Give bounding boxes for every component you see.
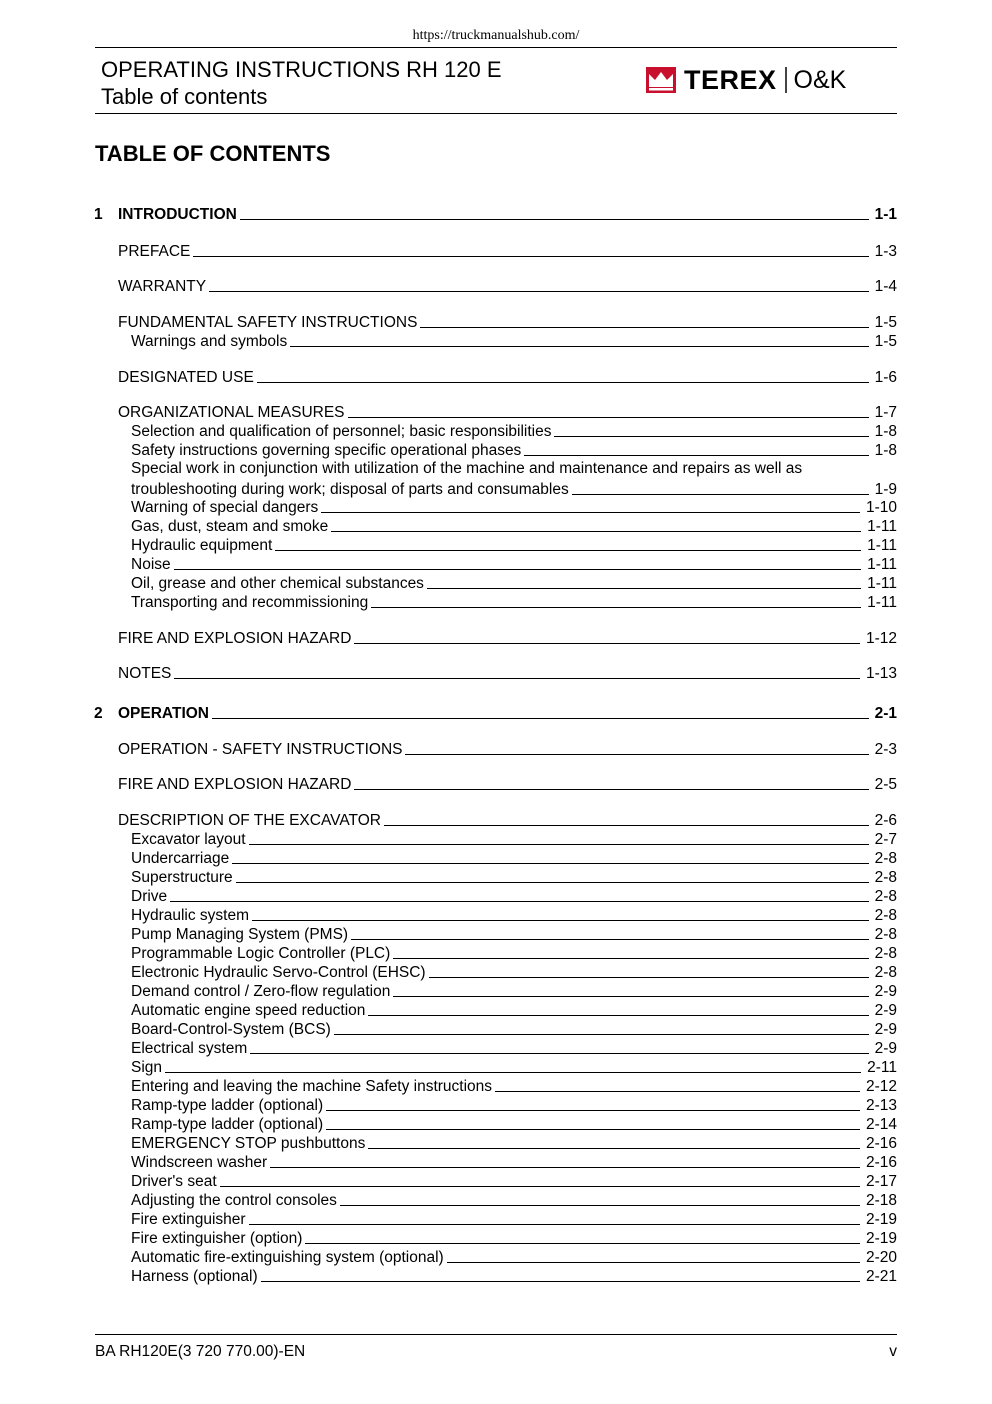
toc-page-number: 1-6: [874, 369, 897, 386]
toc-leader-line: [354, 643, 860, 644]
toc-entry-row[interactable]: [131, 332, 897, 351]
toc-leader-line: [429, 977, 869, 978]
toc-page-number: 2-12: [865, 1078, 897, 1095]
toc-page-number: 2-13: [865, 1097, 897, 1114]
toc-entry-title: Transporting and recommissioning: [131, 594, 369, 611]
toc-page-number: 1-7: [874, 404, 897, 421]
toc-entry-row[interactable]: [131, 480, 897, 499]
toc-leader-line: [326, 1110, 860, 1111]
toc-leader-line: [420, 327, 868, 328]
toc-leader-line: [174, 678, 860, 679]
toc-page-number: 1-12: [865, 630, 897, 647]
logo-sub-text: O&K: [793, 66, 847, 94]
toc-leader-line: [405, 754, 868, 755]
toc-leader-line: [209, 291, 868, 292]
toc-entry-row[interactable]: [118, 277, 897, 296]
toc-page-number: 2-18: [865, 1192, 897, 1209]
toc-entry-title: Pump Managing System (PMS): [131, 926, 349, 943]
toc-entry-row[interactable]: [131, 1039, 897, 1058]
toc-entry-title: Harness (optional): [131, 1268, 258, 1285]
header-title: [101, 56, 502, 110]
toc-leader-line: [174, 569, 861, 570]
toc-entry-title: OPERATION - SAFETY INSTRUCTIONS: [118, 741, 403, 758]
toc-entry-row[interactable]: [131, 868, 897, 887]
toc-leader-line: [212, 718, 869, 719]
toc-entry-row[interactable]: [131, 1020, 897, 1039]
toc-entry-row[interactable]: [131, 830, 897, 849]
toc-page-number: 2-19: [865, 1211, 897, 1228]
toc-entry-row[interactable]: [131, 441, 897, 460]
toc-leader-line: [250, 1053, 868, 1054]
toc-entry-title: Driver's seat: [131, 1173, 217, 1190]
toc-page-number: 2-9: [874, 1021, 897, 1038]
toc-entry-row[interactable]: [118, 664, 897, 683]
toc-page-number: 1-5: [874, 314, 897, 331]
toc-page-number: 2-8: [874, 907, 897, 924]
toc-entry-title: Hydraulic equipment: [131, 537, 273, 554]
toc-page-number: 1-1: [874, 206, 897, 223]
toc-leader-line: [447, 1262, 860, 1263]
toc-leader-line: [232, 863, 868, 864]
toc-entry-row[interactable]: [118, 403, 897, 422]
toc-page-number: 1-8: [874, 442, 897, 459]
toc-entry-title: Electronic Hydraulic Servo-Control (EHSC): [131, 964, 426, 981]
toc-page-number: 2-17: [865, 1173, 897, 1190]
toc-leader-line: [354, 789, 868, 790]
toc-page-number: 1-10: [865, 499, 897, 516]
toc-entry-title: Automatic fire-extinguishing system (optional): [131, 1249, 444, 1266]
toc-entry-row[interactable]: [118, 242, 897, 261]
toc-chapter-number: 2: [94, 705, 103, 722]
toc-page-number: 2-19: [865, 1230, 897, 1247]
toc-page-number: 2-8: [874, 888, 897, 905]
toc-page-number: 1-11: [867, 556, 897, 573]
toc-leader-line: [572, 494, 869, 495]
toc-entry-title: Programmable Logic Controller (PLC): [131, 945, 391, 962]
toc-chapter-number: 1: [94, 206, 103, 223]
header-title-line2: Table of contents: [101, 84, 268, 109]
toc-heading: TABLE OF CONTENTS: [95, 141, 331, 166]
toc-entry-row[interactable]: [131, 1229, 897, 1248]
toc-entry-title: Oil, grease and other chemical substances: [131, 575, 424, 592]
toc-entry-title: DESCRIPTION OF THE EXCAVATOR: [118, 812, 381, 829]
toc-entry-title: Adjusting the control consoles: [131, 1192, 337, 1209]
toc-entry-row[interactable]: [131, 1172, 897, 1191]
toc-entry-title: Warnings and symbols: [131, 333, 288, 350]
toc-page-number: 2-8: [874, 869, 897, 886]
toc-leader-line: [193, 256, 868, 257]
toc-entry-title: FIRE AND EXPLOSION HAZARD: [118, 776, 352, 793]
toc-leader-line: [249, 1224, 860, 1225]
toc-page-number: 1-11: [867, 537, 897, 554]
header-bottom-rule: [95, 113, 897, 114]
toc-entry-title: Electrical system: [131, 1040, 248, 1057]
toc-chapter-row[interactable]: [94, 205, 897, 224]
toc-entry-title: troubleshooting during work; disposal of parts and consumables: [131, 481, 569, 498]
toc-page-number: 2-20: [865, 1249, 897, 1266]
terex-ok-logo: [646, 66, 846, 94]
toc-leader-line: [495, 1091, 860, 1092]
toc-leader-line: [348, 417, 869, 418]
toc-entry-title: WARRANTY: [118, 278, 207, 295]
toc-page-number: 2-9: [874, 1040, 897, 1057]
toc-entry-row[interactable]: [131, 1267, 897, 1286]
toc-leader-line: [236, 882, 869, 883]
toc-page-number: 2-7: [874, 831, 897, 848]
toc-leader-line: [368, 1148, 860, 1149]
toc-entry-title: Demand control / Zero-flow regulation: [131, 983, 391, 1000]
toc-page-number: 2-16: [865, 1154, 897, 1171]
toc-page-number: 2-21: [865, 1268, 897, 1285]
toc-entry-title: Entering and leaving the machine Safety instructions: [131, 1078, 493, 1095]
toc-entry-row[interactable]: [131, 593, 897, 612]
toc-leader-line: [252, 920, 869, 921]
footer-page-number: v: [889, 1343, 897, 1360]
footer-doc-id: BA RH120E(3 720 770.00)-EN: [95, 1343, 306, 1360]
toc-entry-row[interactable]: [131, 887, 897, 906]
header-top-rule: [95, 47, 897, 48]
toc-leader-line: [257, 382, 869, 383]
toc-entry-title-line1: Special work in conjunction with utilization of the machine and maintenance and repairs as well as: [131, 460, 803, 477]
toc-page-number: 1-11: [867, 518, 897, 535]
toc-chapter-row[interactable]: [94, 704, 897, 723]
toc-entry-row[interactable]: [131, 1210, 897, 1229]
toc-entry-title: Undercarriage: [131, 850, 230, 867]
toc-entry-row[interactable]: [118, 313, 897, 332]
toc-leader-line: [326, 1129, 860, 1130]
toc-page-number: 2-3: [874, 741, 897, 758]
toc-page-number: 2-9: [874, 983, 897, 1000]
toc-leader-line: [249, 844, 869, 845]
toc-leader-line: [427, 588, 861, 589]
toc-leader-line: [351, 939, 869, 940]
toc-entry-title: PREFACE: [118, 243, 191, 260]
toc-entry-row[interactable]: [131, 925, 897, 944]
toc-leader-line: [261, 1281, 860, 1282]
toc-entry-row[interactable]: [131, 1248, 897, 1267]
toc-page-number: 2-14: [865, 1116, 897, 1133]
toc-page-number: 2-16: [865, 1135, 897, 1152]
toc-page-number: 2-9: [874, 1002, 897, 1019]
toc-page-number: 1-4: [874, 278, 897, 295]
toc-leader-line: [165, 1072, 861, 1073]
toc-leader-line: [305, 1243, 860, 1244]
toc-entry-title: Warning of special dangers: [131, 499, 319, 516]
toc-entry-row[interactable]: [131, 1115, 897, 1134]
toc-entry-title: Sign: [131, 1059, 163, 1076]
toc-leader-line: [524, 455, 868, 456]
toc-entry-row[interactable]: [131, 1191, 897, 1210]
toc-entry-title: ORGANIZATIONAL MEASURES: [118, 404, 345, 421]
toc-entry-row[interactable]: [131, 536, 897, 555]
source-url: https://truckmanualshub.com/: [412, 28, 580, 43]
toc-entry-title: Selection and qualification of personnel; basic responsibilities: [131, 423, 552, 440]
toc-entry-row[interactable]: [131, 555, 897, 574]
toc-entry-row[interactable]: [131, 1001, 897, 1020]
toc-page-number: 1-3: [874, 243, 897, 260]
toc-entry-title: Ramp-type ladder (optional): [131, 1097, 324, 1114]
toc-entry-title: Ramp-type ladder (optional): [131, 1116, 324, 1133]
toc-entry-row[interactable]: [131, 982, 897, 1001]
toc-leader-line: [331, 531, 861, 532]
toc-entry-row[interactable]: [131, 944, 897, 963]
toc-entry-row[interactable]: [131, 1058, 897, 1077]
toc-entry-row[interactable]: [131, 1153, 897, 1172]
toc-page-number: 2-8: [874, 964, 897, 981]
toc-entry-row[interactable]: [118, 740, 897, 759]
toc-entry-title: Fire extinguisher (option): [131, 1230, 303, 1247]
toc-page-number: 1-11: [867, 575, 897, 592]
toc-entry-row[interactable]: [131, 1134, 897, 1153]
terex-crown-icon: [646, 67, 676, 93]
toc-entry-row[interactable]: [131, 517, 897, 536]
toc-leader-line: [220, 1186, 860, 1187]
toc-entry-title: Board-Control-System (BCS): [131, 1021, 331, 1038]
toc-leader-line: [270, 1167, 860, 1168]
toc-entry-row[interactable]: [131, 574, 897, 593]
toc-entry-title: Gas, dust, steam and smoke: [131, 518, 329, 535]
toc-entry-title: Automatic engine speed reduction: [131, 1002, 366, 1019]
toc-entry-title: DESIGNATED USE: [118, 369, 254, 386]
toc-page-number: 2-6: [874, 812, 897, 829]
toc-entry-title: INTRODUCTION: [118, 206, 237, 223]
toc-entry-row[interactable]: [131, 963, 897, 982]
toc-entry-row[interactable]: [118, 368, 897, 387]
toc-entry-title: Superstructure: [131, 869, 233, 886]
toc-page-number: 1-5: [874, 333, 897, 350]
toc-entry-row[interactable]: [118, 811, 897, 830]
toc-entry-title: Hydraulic system: [131, 907, 249, 924]
toc-page-number: 2-11: [867, 1059, 897, 1076]
toc-page-number: 2-8: [874, 926, 897, 943]
toc-entry-row[interactable]: [131, 422, 897, 441]
toc-entry-title: OPERATION: [118, 705, 209, 722]
toc-page-number: 1-11: [867, 594, 897, 611]
toc-entry-title: Safety instructions governing specific operational phases: [131, 442, 522, 459]
toc-leader-line: [371, 607, 861, 608]
toc-page-number: 1-13: [865, 665, 897, 682]
logo-separator: [785, 67, 787, 93]
toc-page-number: 2-1: [874, 705, 897, 722]
toc-entry-title: Drive: [131, 888, 168, 905]
toc-entry-row[interactable]: [118, 629, 897, 648]
toc-entry-row[interactable]: [131, 1077, 897, 1096]
toc-entry-title: NOTES: [118, 665, 172, 682]
logo-brand-text: TEREX: [684, 65, 777, 95]
toc-leader-line: [393, 996, 868, 997]
toc-page-number: 2-8: [874, 850, 897, 867]
toc-page-number: 1-8: [874, 423, 897, 440]
header-title-line1: OPERATING INSTRUCTIONS RH 120 E: [101, 57, 502, 82]
toc-leader-line: [554, 436, 868, 437]
toc-entry-title: Windscreen washer: [131, 1154, 268, 1171]
toc-entry-title: Excavator layout: [131, 831, 246, 848]
toc-page-number: 1-9: [874, 481, 897, 498]
toc-leader-line: [334, 1034, 869, 1035]
toc-entry-row[interactable]: [131, 498, 897, 517]
toc-entry-title: Fire extinguisher: [131, 1211, 246, 1228]
toc-leader-line: [393, 958, 868, 959]
toc-leader-line: [170, 901, 868, 902]
toc-entry-title: Noise: [131, 556, 171, 573]
toc-leader-line: [321, 512, 860, 513]
toc-entry-title: FUNDAMENTAL SAFETY INSTRUCTIONS: [118, 314, 418, 331]
toc-leader-line: [368, 1015, 868, 1016]
toc-leader-line: [340, 1205, 860, 1206]
toc-leader-line: [275, 550, 861, 551]
toc-entry-title: FIRE AND EXPLOSION HAZARD: [118, 630, 352, 647]
toc-entry-row[interactable]: [118, 775, 897, 794]
toc-page-number: 2-8: [874, 945, 897, 962]
toc-leader-line: [290, 346, 868, 347]
footer-rule: [95, 1334, 897, 1335]
toc-entry-title: EMERGENCY STOP pushbuttons: [131, 1135, 366, 1152]
toc-entry-row[interactable]: [131, 906, 897, 925]
toc-leader-line: [384, 825, 869, 826]
toc-page-number: 2-5: [874, 776, 897, 793]
toc-entry-row[interactable]: [131, 1096, 897, 1115]
toc-entry-row[interactable]: [131, 849, 897, 868]
toc-leader-line: [240, 219, 869, 220]
